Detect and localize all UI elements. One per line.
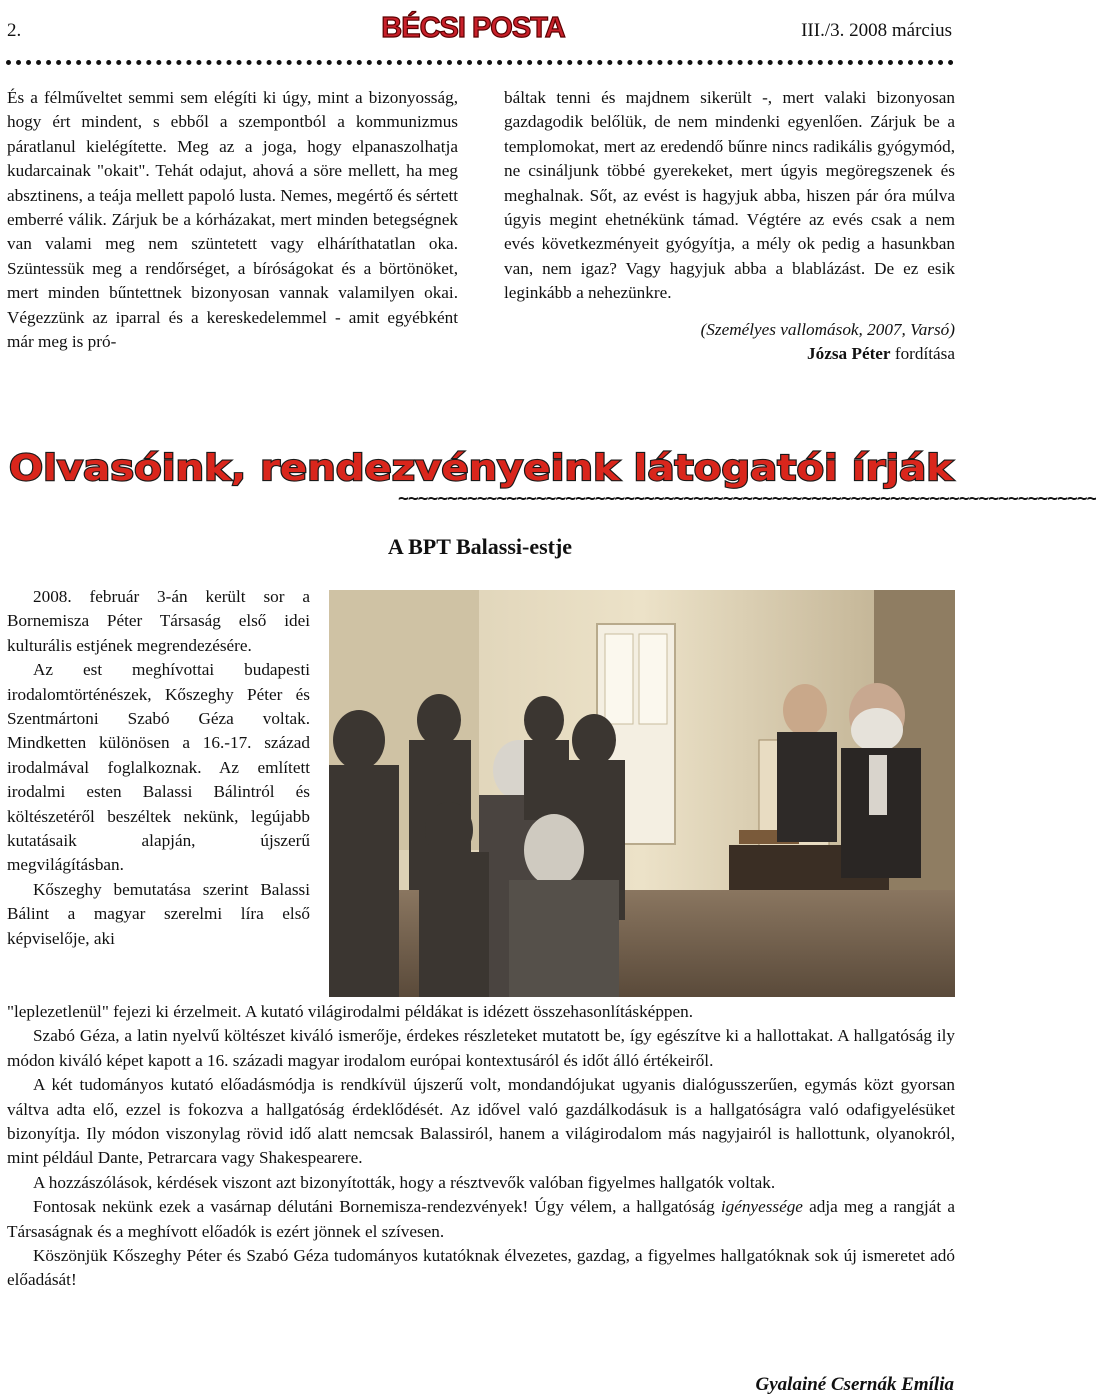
para-text: Fontosak nekünk ezek a vasárnap délutáni Bornemisza-rendezvények! Úgy vélem, a hallgatóság [33, 1197, 721, 1217]
masthead-text: BÉCSI POSTA [381, 12, 565, 44]
intro-paragraph: Az est meghívottai budapesti irodalomtörténészek, Kőszeghy Péter és Szentmártoni Szabó Géza voltak. Mindketten különösen a 16.-17. század irodalmával foglalkoznak. Az említett irodalmi esten Balassi Bálintról és költészetéről beszéltek nekünk, legújabb kutatásaik alapján, újszerű megvilágításban. [7, 660, 310, 875]
author-signature: Gyalainé Csernák Emília [755, 1374, 954, 1395]
body-paragraph: "leplezetlenül" fejezi ki érzelmeit. A kutató világirodalmi példákat is idézett összehasonlításképpen. [7, 1002, 694, 1021]
translator-suffix: fordítása [890, 344, 955, 364]
para-text: adja meg a rangját a Társaságnak és a meghívott előadók is ezért jönnek el szívesen. [7, 1197, 955, 1241]
intro-paragraph: Kőszeghy bemutatása szerint Balassi Bálint a magyar szerelmi líra első képviselője, aki [7, 879, 310, 948]
right-column [504, 86, 955, 366]
page-number: 2. [7, 20, 22, 41]
article-title: A BPT Balassi-estje [387, 534, 573, 559]
header-divider [6, 60, 954, 65]
article-body [7, 1000, 955, 1293]
issue-date: III./3. 2008 március [801, 20, 952, 41]
closing-paragraph: Köszönjük Kőszeghy Péter és Szabó Géza tudományos kutatóknak élvezetes, gazdag, a figyelmes hallgatóknak sok új ismeretet adó előadását! [7, 1246, 955, 1290]
translator-name: Józsa Péter [807, 344, 891, 364]
body-paragraph [7, 1195, 955, 1244]
event-photo [329, 590, 955, 997]
source-text: (Személyes vallomások, 2007, Varsó) [700, 319, 955, 339]
body-paragraph: A hozzászólások, kérdések viszont azt bizonyították, hogy a résztvevők valóban figyelmes hallgatók voltak. [33, 1172, 776, 1192]
para-emphasis: igényessége [720, 1197, 803, 1217]
right-column-text: báltak tenni és majdnem sikerült -, mert valaki bizonyosan gazdagodik belőlük, de nem mindenki egyenlően. Zárjuk be a templomokat, mert az eredendő bűnre nincs radikális gyógymód, ne csináljunk többé gyerekeket, mert úgyis megöregszenek és meghalnak. Sőt, az evést is hagyjuk abba, hiszen pár óra múlva úgyis megint ehetnékünk támad. Végtére az evés csak a nem evés következményeit gyógyítja, a mély ok pedig a hasunkban van, nem igaz? Vagy hagyjuk abba a blablázást. De ez esik leginkább a nehezünkre. [504, 88, 955, 303]
section-banner [7, 446, 955, 490]
body-paragraph: A két tudományos kutató előadásmódja is rendkívül újszerű volt, mondandójukat ugyanis dialógusszerűen, egymás közt gyorsan váltva adta elő, ezzel is fokozva a hallgatóság érdeklődését. Az idővel való gazdálkodásuk is a hallgatóságra való odafigyelésüket bizonyítja. Ily módon viszonylag rövid idő alatt nemcsak Balassiról, hanem a világirodalom más nagyjairól is hallottunk, olyanokról, mint például Dante, Petrarcara vagy Shakespearere. [7, 1075, 955, 1168]
left-column [7, 86, 458, 354]
tilde-divider: ~~~~~~~~~~~~~~~~~~~~~~~~~~~~~~~~~~~~~~~~~~~~~~~~~~~~~~~~~~~~~~~~~~~~~~~ [398, 488, 1096, 509]
masthead-logo [381, 6, 565, 46]
translator-credit [504, 342, 955, 366]
body-paragraph: Szabó Géza, a latin nyelvű költészet kiváló ismerője, érdekes részleteket mutatott be, így egészítve ki a hallottakat. A hallgatóság ily módon kiváló képet kapott a 16. századi magyar irodalom európai kontextusáról és időt álló értékeiről. [7, 1026, 955, 1070]
intro-paragraph: 2008. február 3-án került sor a Bornemisza Péter Társaság első idei kulturális estjének megrendezésére. [7, 587, 310, 655]
article-intro-column [7, 585, 310, 951]
source-citation [504, 318, 955, 342]
section-banner-text: Olvasóink, rendezvényeink látogatói írják [9, 448, 955, 489]
left-column-text: És a félműveltet semmi sem elégíti ki úgy, mint a bizonyosság, hogy ért mindent, s ebből a szempontból a kommunizmus páratlanul kielégítette. Meg az a joga, hogy elpanaszolhatja kudarcainak "okait". Tehát odajut, ahová a söre mellett, ha meg absztinens, a teája mellett papoló lusta. Nemes, megértő és sértett emberré válik. Zárjuk be a kórházakat, mert minden betegségnek van valami meg nem szüntetett vagy elháríthatatlan oka. Szüntessük meg a rendőrséget, a bíróságokat és a börtönöket, mert minden bűntettnek bizonyosan vannak valamilyen okai. Végezzünk az iparral és a kereskedelemmel - amit egyébként már meg is pró- [7, 88, 458, 352]
